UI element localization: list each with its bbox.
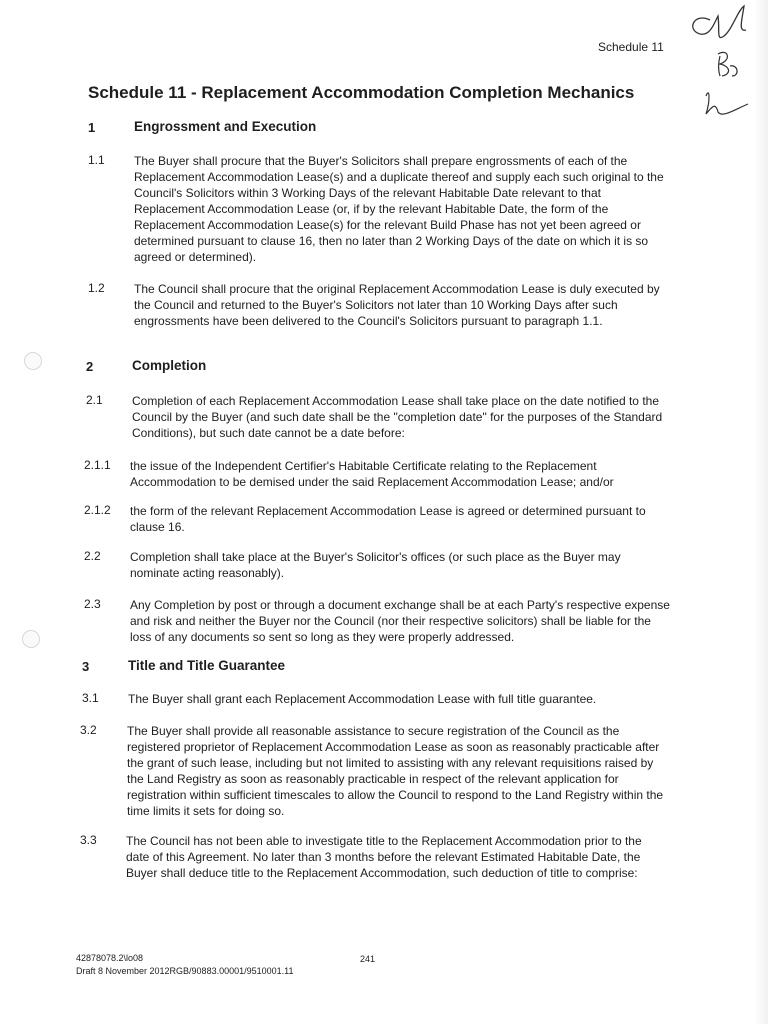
punch-hole-top xyxy=(24,352,42,370)
page-number: 241 xyxy=(360,954,376,964)
clause-text: The Council shall procure that the original Replacement Accommodation Lease is duly executed by the Council and returned to the Buyer's Solicitors not later than 10 Working Days after such engrossments have been delivered to the Council's Solicitors pursuant to paragraph 1.1. xyxy=(134,282,660,328)
punch-hole-bottom xyxy=(22,630,40,648)
clause-number: 3.3 xyxy=(80,833,97,847)
clause-text: The Council has not been able to investigate title to the Replacement Accommodation prior to the date of this Agreement. No later than 3 months before the relevant Estimated Habitable Date, the Buyer shall deduce title to the Replacement Accommodation, such deduction of title to comprise: xyxy=(126,834,642,880)
section-number: 1 xyxy=(88,120,96,135)
clause-text: the issue of the Independent Certifier's Habitable Certificate relating to the Replacement Accommodation to be demised under the said Replacement Accommodation Lease; and/or xyxy=(130,459,614,489)
clause-text: Any Completion by post or through a document exchange shall be at each Party's respective expense and risk and neither the Buyer nor the Council (nor their respective solicitors) shall be liable for the loss of any documents so sent so long as they were properly addressed. xyxy=(130,598,670,644)
clause-text: the form of the relevant Replacement Accommodation Lease is agreed or determined pursuant to clause 16. xyxy=(130,504,646,534)
section-number: 3 xyxy=(82,659,90,674)
clause-number: 2.2 xyxy=(84,549,101,563)
handwritten-initials xyxy=(680,0,768,130)
clause-number: 2.1 xyxy=(86,393,103,407)
initials-mark-3 xyxy=(706,93,748,114)
initials-mark-2 xyxy=(718,52,737,76)
clause-text: The Buyer shall procure that the Buyer's Solicitors shall prepare engrossments of each of the Replacement Accommodation Lease(s) and a duplicate thereof and supply each such original to the Council's Solicitors within 3 Working Days of the relevant Habitable Date relevant to that Replacement Accommodation Lease (or, if by the relevant Habitable Date, the form of the Replacement Accommodation Lease(s) for the relevant Build Phase has not yet been agreed or determined pursuant to clause 16, then no later than 2 Working Days of the date on which it is so agreed or determined). xyxy=(134,154,664,264)
clause-text: Completion of each Replacement Accommodation Lease shall take place on the date notified to the Council by the Buyer (and such date shall be the "completion date" for the purposes of the Standard Conditions), but such date cannot be a date before: xyxy=(132,394,663,440)
footer-doc-ref: 42878078.2\lo08 xyxy=(76,953,144,963)
schedule-header: Schedule 11 xyxy=(598,40,664,54)
clause-number: 1.2 xyxy=(88,281,105,295)
page-edge-shadow xyxy=(754,0,768,1024)
clause-number: 1.1 xyxy=(88,153,105,167)
clause-number: 3.1 xyxy=(82,691,99,705)
section-number: 2 xyxy=(86,359,94,374)
clause-number: 2.1.1 xyxy=(84,458,111,472)
clause-text: The Buyer shall provide all reasonable assistance to secure registration of the Council as the registered proprietor of Replacement Accommodation Lease as soon as reasonably practicable after the grant of such lease, including but not limited to assisting with any relevant requisitions raised by the Land Registry as soon as reasonably practicable in respect of the relevant application for registration within sufficient timescales to allow the Council to respond to the Land Registry within the time limits it sets for doing so. xyxy=(127,724,664,818)
section-title: Title and Title Guarantee xyxy=(128,658,286,673)
clause-number: 3.2 xyxy=(80,723,97,737)
initials-mark-1 xyxy=(693,6,746,38)
clause-number: 2.1.2 xyxy=(84,503,111,517)
clause-text: Completion shall take place at the Buyer's Solicitor's offices (or such place as the Buyer may nominate acting reasonably). xyxy=(130,550,621,580)
section-title: Engrossment and Execution xyxy=(134,119,317,134)
footer-draft-line: Draft 8 November 2012RGB/90883.00001/9510001.11 xyxy=(76,966,294,976)
page-title: Schedule 11 - Replacement Accommodation Completion Mechanics xyxy=(88,83,635,102)
clause-number: 2.3 xyxy=(84,597,101,611)
section-title: Completion xyxy=(132,358,207,373)
clause-text: The Buyer shall grant each Replacement Accommodation Lease with full title guarantee. xyxy=(128,692,597,706)
